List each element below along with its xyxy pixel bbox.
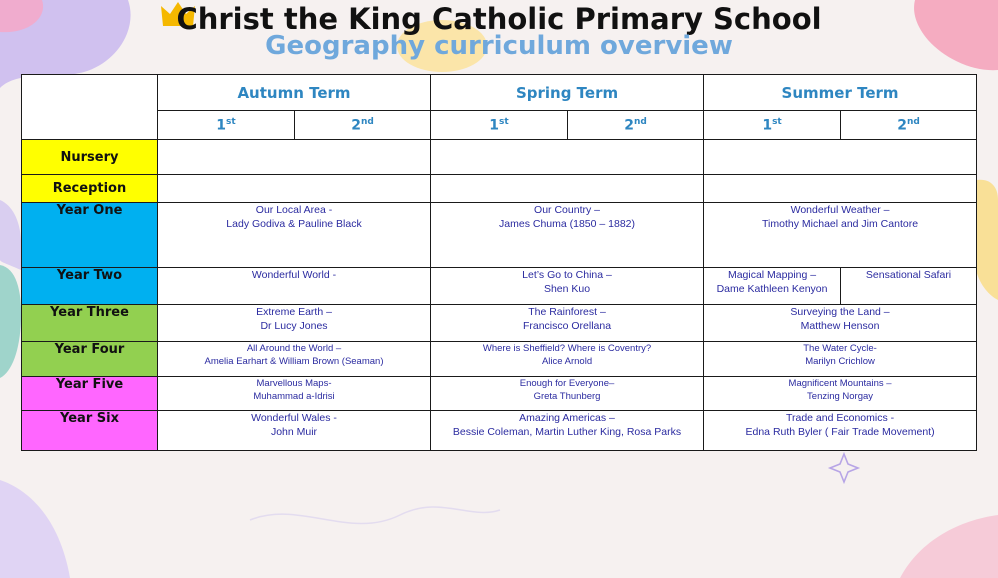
topic-year-two-summer-2: Sensational Safari: [841, 268, 977, 305]
topic-year-one-spring: Our Country – James Chuma (1850 – 1882): [431, 203, 704, 268]
row-year-six: [22, 411, 977, 451]
half-term-autumn-2: 2nd: [295, 111, 431, 140]
topic-year-four-spring: Where is Sheffield? Where is Coventry? Alice Arnold: [431, 342, 704, 377]
sparkle-icon: [830, 454, 858, 482]
topic-year-two-spring: Let’s Go to China – Shen Kuo: [431, 268, 704, 305]
blob-right-yellow: [976, 180, 998, 300]
row-year-three: [22, 305, 977, 342]
topic-year-six-spring: Amazing Americas – Bessie Coleman, Martin Luther King, Rosa Parks: [431, 411, 704, 451]
year-label-year-three: Year Three: [22, 305, 158, 342]
topic-year-four-autumn: All Around the World – Amelia Earhart & William Brown (Seaman): [158, 342, 431, 377]
blob-left-lavender: [0, 200, 21, 270]
row-year-four: [22, 342, 977, 377]
term-header-autumn: Autumn Term: [158, 75, 431, 111]
topic-year-two-summer-1: Magical Mapping – Dame Kathleen Kenyon: [704, 268, 841, 305]
row-year-five: [22, 377, 977, 411]
topic-year-three-autumn: Extreme Earth – Dr Lucy Jones: [158, 305, 431, 342]
half-term-autumn-1: 1st: [158, 111, 295, 140]
row-nursery: [22, 140, 977, 175]
row-reception: [22, 175, 977, 203]
blob-bottom-left-purple: [0, 480, 70, 578]
cell-nursery-summer: [704, 140, 977, 175]
year-label-year-two: Year Two: [22, 268, 158, 305]
year-label-nursery: Nursery: [22, 140, 158, 175]
blob-left-teal: [0, 265, 21, 378]
row-year-one: [22, 203, 977, 268]
year-label-year-six: Year Six: [22, 411, 158, 451]
swirl-bottom: [250, 507, 500, 524]
curriculum-subtitle: Geography curriculum overview: [265, 31, 733, 61]
cell-nursery-spring: [431, 140, 704, 175]
topic-year-one-autumn: Our Local Area - Lady Godiva & Pauline Black: [158, 203, 431, 268]
topic-year-five-autumn: Marvellous Maps- Muhammad a-Idrisi: [158, 377, 431, 411]
year-label-year-five: Year Five: [22, 377, 158, 411]
term-header-row: [22, 75, 977, 111]
year-label-reception: Reception: [22, 175, 158, 203]
half-term-row: [22, 111, 977, 140]
cell-reception-autumn: [158, 175, 431, 203]
row-year-two: [22, 268, 977, 305]
topic-year-six-summer: Trade and Economics - Edna Ruth Byler ( Fair Trade Movement): [704, 411, 977, 451]
topic-year-four-summer: The Water Cycle- Marilyn Crichlow: [704, 342, 977, 377]
topic-year-five-summer: Magnificent Mountains – Tenzing Norgay: [704, 377, 977, 411]
topic-year-five-spring: Enough for Everyone– Greta Thunberg: [431, 377, 704, 411]
corner-cell: [22, 75, 158, 140]
topic-year-three-summer: Surveying the Land – Matthew Henson: [704, 305, 977, 342]
half-term-summer-1: 1st: [704, 111, 841, 140]
school-title: Christ the King Catholic Primary School: [176, 2, 822, 36]
term-header-summer: Summer Term: [704, 75, 977, 111]
half-term-spring-1: 1st: [431, 111, 568, 140]
topic-year-two-autumn: Wonderful World -: [158, 268, 431, 305]
cell-nursery-autumn: [158, 140, 431, 175]
cell-reception-summer: [704, 175, 977, 203]
curriculum-table: [21, 74, 977, 451]
half-term-summer-2: 2nd: [841, 111, 977, 140]
topic-year-three-spring: The Rainforest – Francisco Orellana: [431, 305, 704, 342]
cell-reception-spring: [431, 175, 704, 203]
topic-year-six-autumn: Wonderful Wales - John Muir: [158, 411, 431, 451]
term-header-spring: Spring Term: [431, 75, 704, 111]
topic-year-one-summer: Wonderful Weather – Timothy Michael and Jim Cantore: [704, 203, 977, 268]
year-label-year-one: Year One: [22, 203, 158, 268]
year-label-year-four: Year Four: [22, 342, 158, 377]
blob-bottom-right-pink: [900, 515, 998, 578]
half-term-spring-2: 2nd: [568, 111, 704, 140]
